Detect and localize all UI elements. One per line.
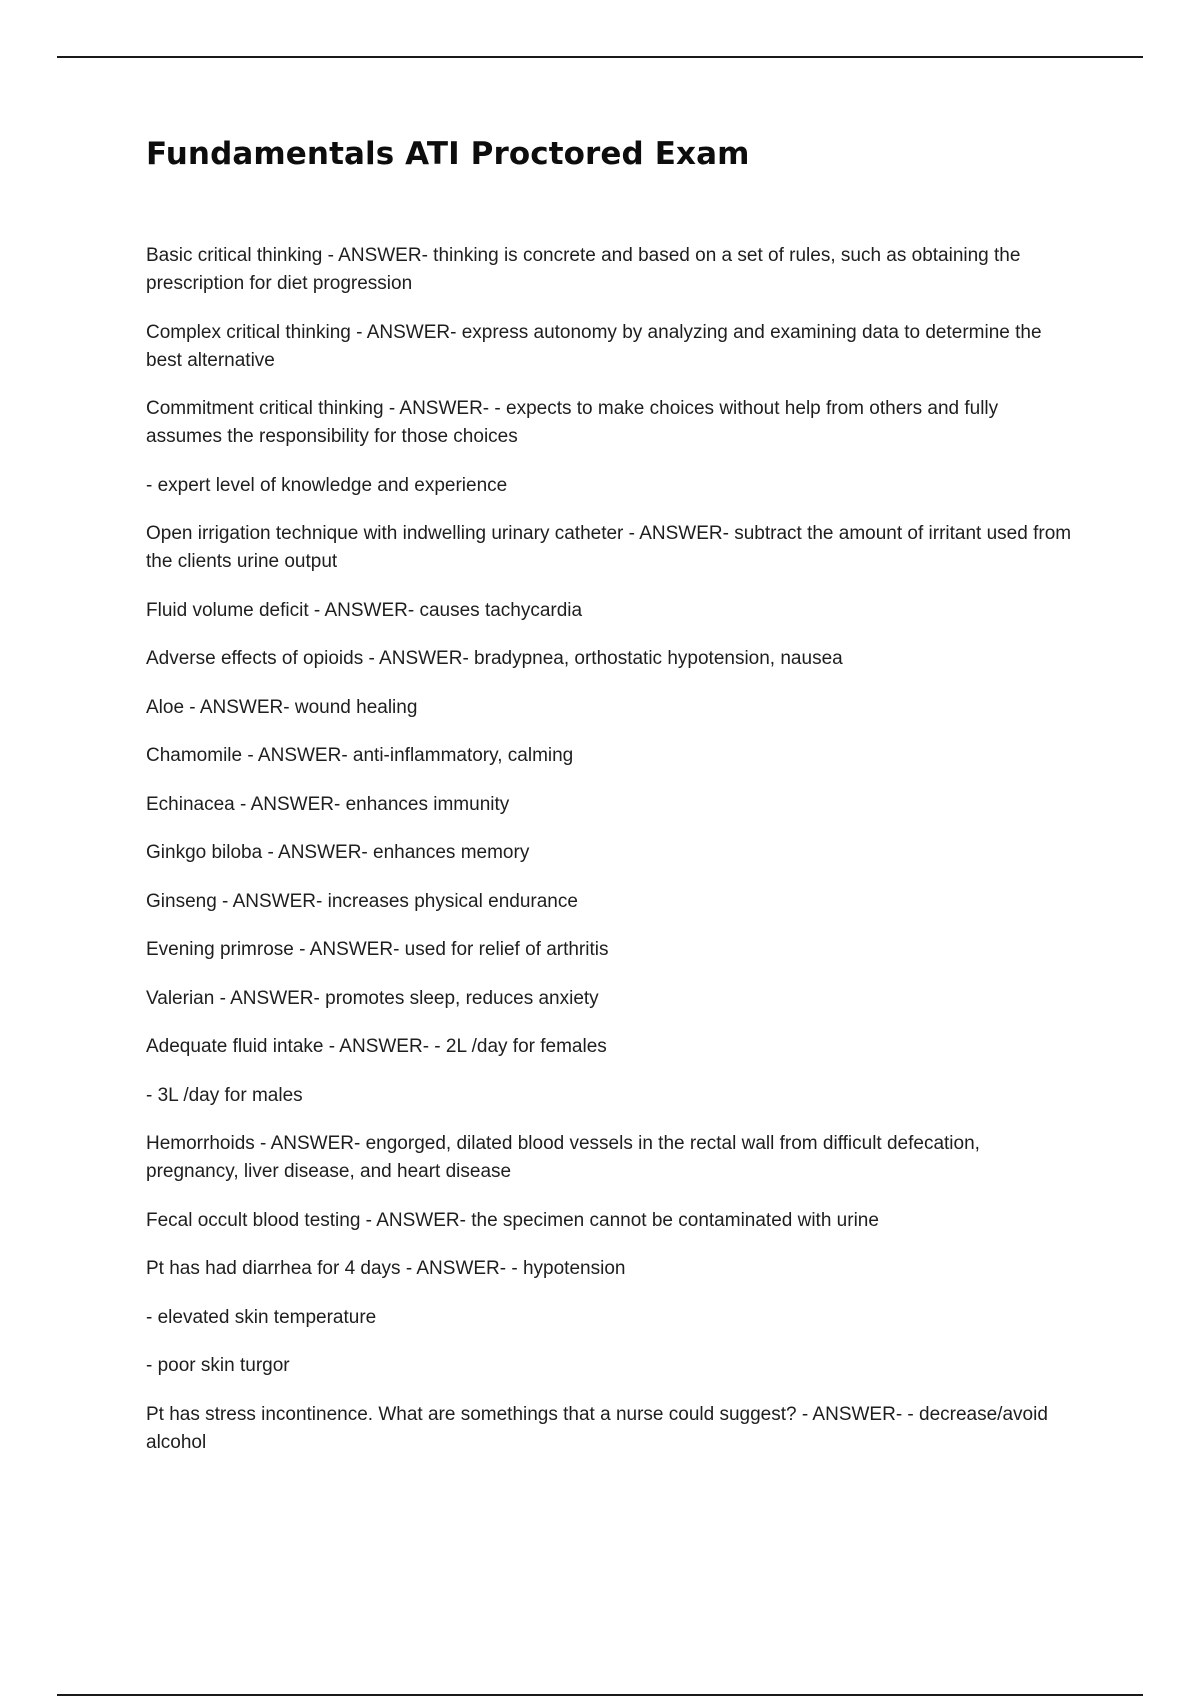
- bottom-rule: [57, 1694, 1143, 1696]
- paragraph-diarrhea: Pt has had diarrhea for 4 days - ANSWER- - hypotension: [146, 1258, 626, 1279]
- paragraph-basic-critical-thinking: Basic critical thinking - ANSWER- thinking is concrete and based on a set of rules, such as obtaining the prescription for diet progression: [146, 245, 1021, 294]
- paragraph-valerian: Valerian - ANSWER- promotes sleep, reduces anxiety: [146, 987, 599, 1009]
- paragraph-evening-primrose: Evening primrose - ANSWER- used for relief of arthritis: [146, 939, 609, 960]
- paragraph-ginseng: Ginseng - ANSWER- increases physical endurance: [146, 890, 578, 912]
- paragraph-fluid-volume-deficit: Fluid volume deficit - ANSWER- causes tachycardia: [146, 599, 583, 621]
- paragraph-elevated-skin-temperature: - elevated skin temperature: [146, 1306, 377, 1328]
- paragraph-expert-level: - expert level of knowledge and experience: [146, 474, 508, 496]
- paragraph-opioid-effects: Adverse effects of opioids - ANSWER- bradypnea, orthostatic hypotension, nausea: [146, 648, 843, 669]
- document-body: [146, 242, 1076, 1477]
- paragraph-fecal-occult-blood: Fecal occult blood testing - ANSWER- the specimen cannot be contaminated with urine: [146, 1209, 879, 1231]
- paragraph-chamomile: Chamomile - ANSWER- anti-inflammatory, calming: [146, 745, 574, 766]
- paragraph-adequate-fluid-intake: Adequate fluid intake - ANSWER- - 2L /day for females: [146, 1036, 607, 1057]
- paragraph-poor-skin-turgor: - poor skin turgor: [146, 1355, 290, 1376]
- paragraph-open-irrigation: Open irrigation technique with indwelling urinary catheter - ANSWER- subtract the amount of irritant used from the clients urine output: [146, 523, 1072, 572]
- paragraph-commitment-critical-thinking: Commitment critical thinking - ANSWER- - expects to make choices without help from others and fully assumes the responsibility for those choices: [146, 398, 999, 447]
- paragraph-hemorrhoids: Hemorrhoids - ANSWER- engorged, dilated blood vessels in the rectal wall from difficult defecation, pregnancy, liver disease, and heart disease: [146, 1133, 980, 1182]
- paragraph-ginkgo-biloba: Ginkgo biloba - ANSWER- enhances memory: [146, 842, 530, 863]
- paragraph-males-fluid: - 3L /day for males: [146, 1084, 303, 1106]
- paragraph-stress-incontinence: Pt has stress incontinence. What are somethings that a nurse could suggest? - ANSWER- - decrease/avoid alcohol: [146, 1403, 1048, 1453]
- page-title: Fundamentals ATI Proctored Exam: [146, 136, 750, 172]
- paragraph-aloe: Aloe - ANSWER- wound healing: [146, 696, 418, 718]
- top-rule: [57, 56, 1143, 58]
- paragraph-echinacea: Echinacea - ANSWER- enhances immunity: [146, 793, 510, 815]
- paragraph-complex-critical-thinking: Complex critical thinking - ANSWER- express autonomy by analyzing and examining data to determine the best alternative: [146, 321, 1042, 371]
